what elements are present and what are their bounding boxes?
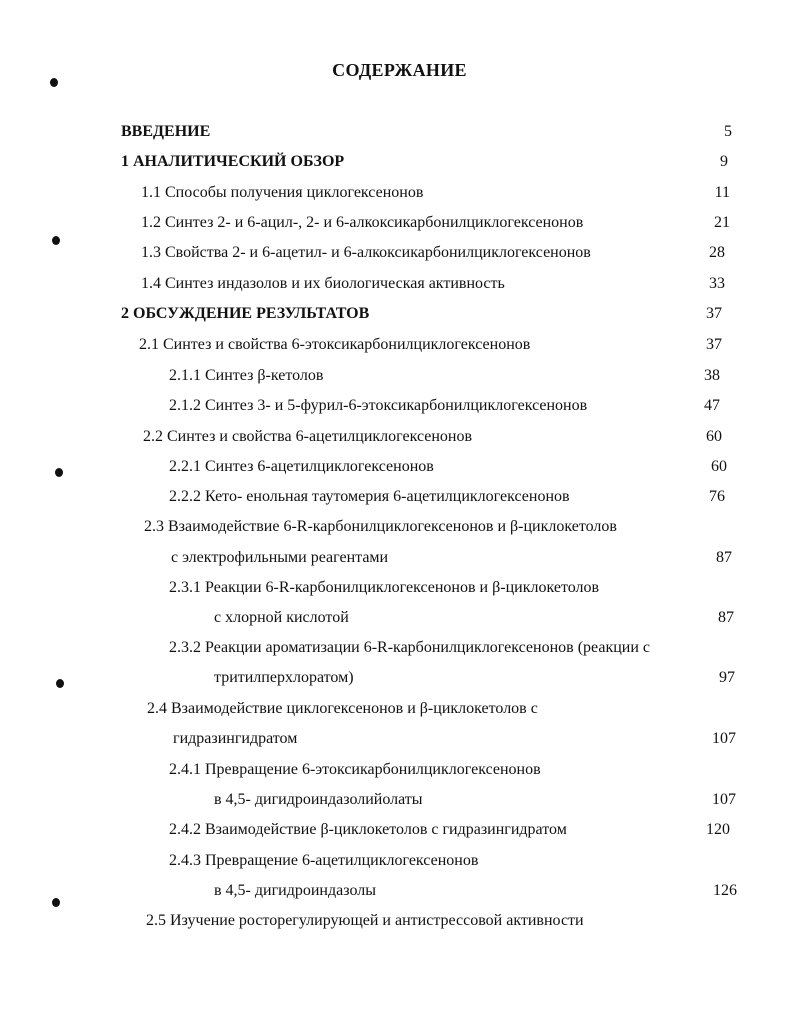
- toc-entry-text: 1.2 Синтез 2- и 6-ацил-, 2- и 6-алкоксикарбонилциклогексенонов: [141, 214, 584, 231]
- toc-entry-page: 37: [706, 305, 722, 322]
- toc-entry-page: 9: [720, 153, 728, 170]
- toc-entry-text: 2.3.2 Реакции ароматизации 6-R-карбонилциклогексенонов (реакции с: [169, 639, 650, 656]
- toc-entry-text: 2.2.2 Кето- енольная таутомерия 6-ацетилциклогексенонов: [169, 488, 570, 505]
- toc-entry-text: 2.2.1 Синтез 6-ацетилциклогексенонов: [169, 458, 434, 475]
- toc-entry-text: 2.2 Синтез и свойства 6-ацетилциклогексенонов: [143, 428, 473, 445]
- margin-mark: [56, 679, 64, 688]
- toc-entry-text: 1 АНАЛИТИЧЕСКИЙ ОБЗОР: [121, 153, 345, 170]
- toc-entry-text: 2.4.3 Превращение 6-ацетилциклогексенонов: [169, 852, 479, 869]
- margin-mark: [50, 78, 58, 87]
- toc-entry-text: 2.5 Изучение росторегулирующей и антистрессовой активности: [146, 912, 584, 929]
- toc-entry-page: 97: [719, 669, 735, 686]
- toc-entry-page: 33: [709, 275, 725, 292]
- toc-entry-text: 1.1 Способы получения циклогексенонов: [141, 184, 424, 201]
- toc-entry-page: 11: [714, 184, 730, 201]
- toc-entry-text: тритилперхлоратом): [214, 669, 354, 686]
- toc-entry-page: 120: [706, 821, 730, 838]
- toc-entry-text: 2.4.1 Превращение 6-этоксикарбонилциклогексенонов: [169, 761, 541, 778]
- toc-entry-page: 28: [709, 244, 725, 261]
- toc-entry-text: ВВЕДЕНИЕ: [121, 123, 211, 140]
- toc-entry-page: 107: [712, 791, 736, 808]
- toc-entry-page: 87: [718, 609, 734, 626]
- toc-entry-page: 107: [712, 730, 736, 747]
- toc-entry-page: 21: [714, 214, 730, 231]
- toc-entry-text: в 4,5- дигидроиндазолийолаты: [214, 791, 423, 808]
- margin-mark: [52, 236, 60, 245]
- toc-entry-text: с электрофильными реагентами: [171, 549, 389, 566]
- toc-entry-text: в 4,5- дигидроиндазолы: [214, 882, 376, 899]
- toc-entry-text: 2.4.2 Взаимодействие β-циклокетолов с гидразингидратом: [169, 821, 567, 838]
- toc-entry-page: 47: [704, 397, 720, 414]
- toc-entry-page: 5: [724, 123, 732, 140]
- toc-entry-text: 2.1.1 Синтез β-кетолов: [169, 367, 324, 384]
- toc-entry-text: 1.4 Синтез индазолов и их биологическая активность: [141, 275, 505, 292]
- toc-entry-page: 60: [706, 428, 722, 445]
- toc-entry-text: 2.4 Взаимодействие циклогексенонов и β-циклокетолов с: [147, 700, 538, 717]
- toc-entry-page: 87: [716, 549, 732, 566]
- toc-entry-text: с хлорной кислотой: [214, 609, 349, 626]
- margin-mark: [52, 898, 60, 907]
- toc-entry-text: 2.3 Взаимодействие 6-R-карбонилциклогексенонов и β-циклокетолов: [144, 518, 617, 535]
- toc-entry-text: 2.1 Синтез и свойства 6-этоксикарбонилциклогексенонов: [139, 336, 531, 353]
- toc-entry-page: 76: [709, 488, 725, 505]
- toc-entry-page: 60: [711, 458, 727, 475]
- toc-entry-page: 38: [704, 367, 720, 384]
- toc-entry-text: 1.3 Свойства 2- и 6-ацетил- и 6-алкоксикарбонилциклогексенонов: [141, 244, 591, 261]
- page-title: СОДЕРЖАНИЕ: [332, 60, 467, 80]
- margin-mark: [55, 468, 63, 477]
- toc-entry-page: 126: [713, 882, 737, 899]
- toc-entry-text: 2 ОБСУЖДЕНИЕ РЕЗУЛЬТАТОВ: [121, 305, 370, 322]
- toc-entry-text: гидразингидратом: [173, 730, 298, 747]
- toc-entry-page: 37: [706, 336, 722, 353]
- toc-entry-text: 2.1.2 Синтез 3- и 5-фурил-6-этоксикарбонилциклогексенонов: [169, 397, 588, 414]
- toc-entry-text: 2.3.1 Реакции 6-R-карбонилциклогексенонов и β-циклокетолов: [169, 579, 600, 596]
